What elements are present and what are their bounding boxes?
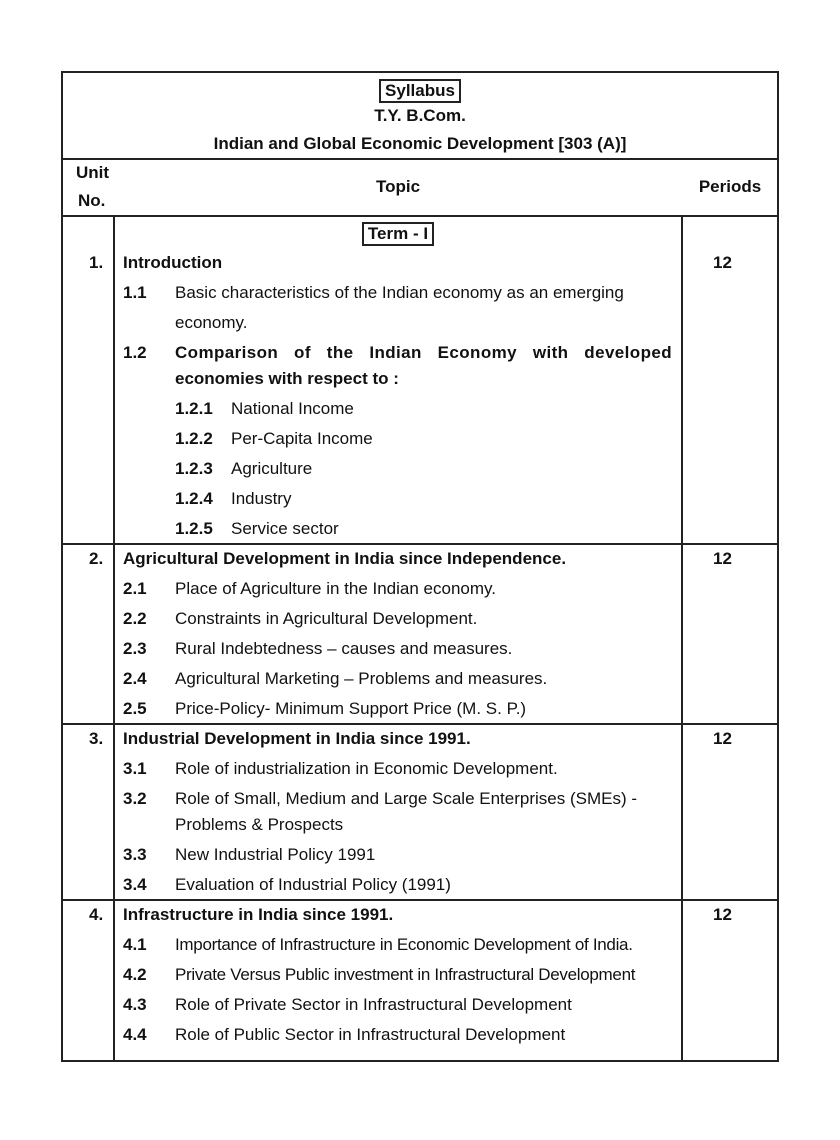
subitem-number: 1.2.3	[175, 459, 213, 478]
subitem-text: Industry	[231, 489, 292, 508]
syllabus-heading	[63, 79, 777, 103]
subitem-number: 1.2.5	[175, 519, 213, 538]
item-text: Agricultural Marketing – Problems and measures.	[175, 669, 548, 688]
periods-column-border	[681, 217, 683, 1060]
item-number: 4.4	[123, 1025, 147, 1044]
unit-divider	[63, 723, 777, 725]
item-number: 4.1	[123, 935, 147, 954]
item-number: 4.2	[123, 965, 147, 984]
subject-title: Indian and Global Economic Development [303 (A)]	[213, 134, 627, 153]
item-number: 4.3	[123, 995, 147, 1014]
unit-header-line2: No.	[78, 191, 106, 210]
item-text: Importance of Infrastructure in Economic Development of India.	[175, 935, 633, 954]
course-name: T.Y. B.Com.	[374, 106, 466, 125]
unit-1-title: Introduction	[123, 253, 223, 272]
unit-2-title: Agricultural Development in India since Independence.	[123, 549, 567, 568]
term-label	[115, 222, 681, 246]
unit-4-periods: 12	[713, 905, 732, 924]
unit-column-border	[113, 217, 115, 1060]
subitem-number: 1.2.1	[175, 399, 213, 418]
item-number: 2.4	[123, 669, 147, 688]
item-text: New Industrial Policy 1991	[175, 845, 376, 864]
unit-3-number: 3.	[89, 729, 104, 748]
item-text: Role of Private Sector in Infrastructural Development	[175, 995, 572, 1014]
unit-2-periods: 12	[713, 549, 732, 568]
item-text: Price-Policy- Minimum Support Price (M. S. P.)	[175, 699, 527, 718]
item-text-continued: Problems & Prospects	[175, 815, 344, 834]
unit-3-title: Industrial Development in India since 1991.	[123, 729, 471, 748]
header-divider	[63, 158, 777, 160]
item-text: Constraints in Agricultural Development.	[175, 609, 478, 628]
column-header-divider	[63, 215, 777, 217]
unit-4-number: 4.	[89, 905, 104, 924]
unit-1-periods: 12	[713, 253, 732, 272]
subitem-text: National Income	[231, 399, 354, 418]
unit-header-line1: Unit	[76, 163, 110, 182]
periods-header: Periods	[698, 177, 762, 196]
item-text: Role of Small, Medium and Large Scale Enterprises (SMEs) -	[175, 789, 638, 808]
item-text: Place of Agriculture in the Indian economy.	[175, 579, 496, 598]
subitem-number: 1.2.4	[175, 489, 213, 508]
item-number: 2.5	[123, 699, 147, 718]
item-number: 3.3	[123, 845, 147, 864]
item-text: Comparison of the Indian Economy with developed	[175, 343, 672, 362]
subitem-text: Per-Capita Income	[231, 429, 373, 448]
subitem-number: 1.2.2	[175, 429, 213, 448]
item-text: Basic characteristics of the Indian economy as an emerging	[175, 283, 624, 302]
topic-header: Topic	[375, 177, 421, 196]
syllabus-table	[61, 71, 779, 1062]
item-number: 1.1	[123, 283, 147, 302]
item-number: 3.1	[123, 759, 147, 778]
unit-2-number: 2.	[89, 549, 104, 568]
item-text-continued: economy.	[175, 313, 248, 332]
syllabus-title: Syllabus	[379, 79, 461, 103]
unit-divider	[63, 899, 777, 901]
item-number: 3.4	[123, 875, 147, 894]
item-text: Private Versus Public investment in Infrastructural Development	[175, 965, 636, 984]
item-number: 2.1	[123, 579, 147, 598]
subitem-text: Agriculture	[231, 459, 313, 478]
item-text-continued: economies with respect to :	[175, 369, 399, 388]
unit-1-number: 1.	[89, 253, 104, 272]
item-number: 1.2	[123, 343, 147, 362]
unit-divider	[63, 543, 777, 545]
item-number: 2.3	[123, 639, 147, 658]
unit-3-periods: 12	[713, 729, 732, 748]
unit-4-title: Infrastructure in India since 1991.	[123, 905, 394, 924]
item-text: Role of industrialization in Economic Development.	[175, 759, 558, 778]
item-text: Evaluation of Industrial Policy (1991)	[175, 875, 451, 894]
item-number: 3.2	[123, 789, 147, 808]
subitem-text: Service sector	[231, 519, 339, 538]
item-text: Rural Indebtedness – causes and measures.	[175, 639, 513, 658]
item-number: 2.2	[123, 609, 147, 628]
item-text: Role of Public Sector in Infrastructural Development	[175, 1025, 566, 1044]
term-box: Term - I	[362, 222, 434, 246]
